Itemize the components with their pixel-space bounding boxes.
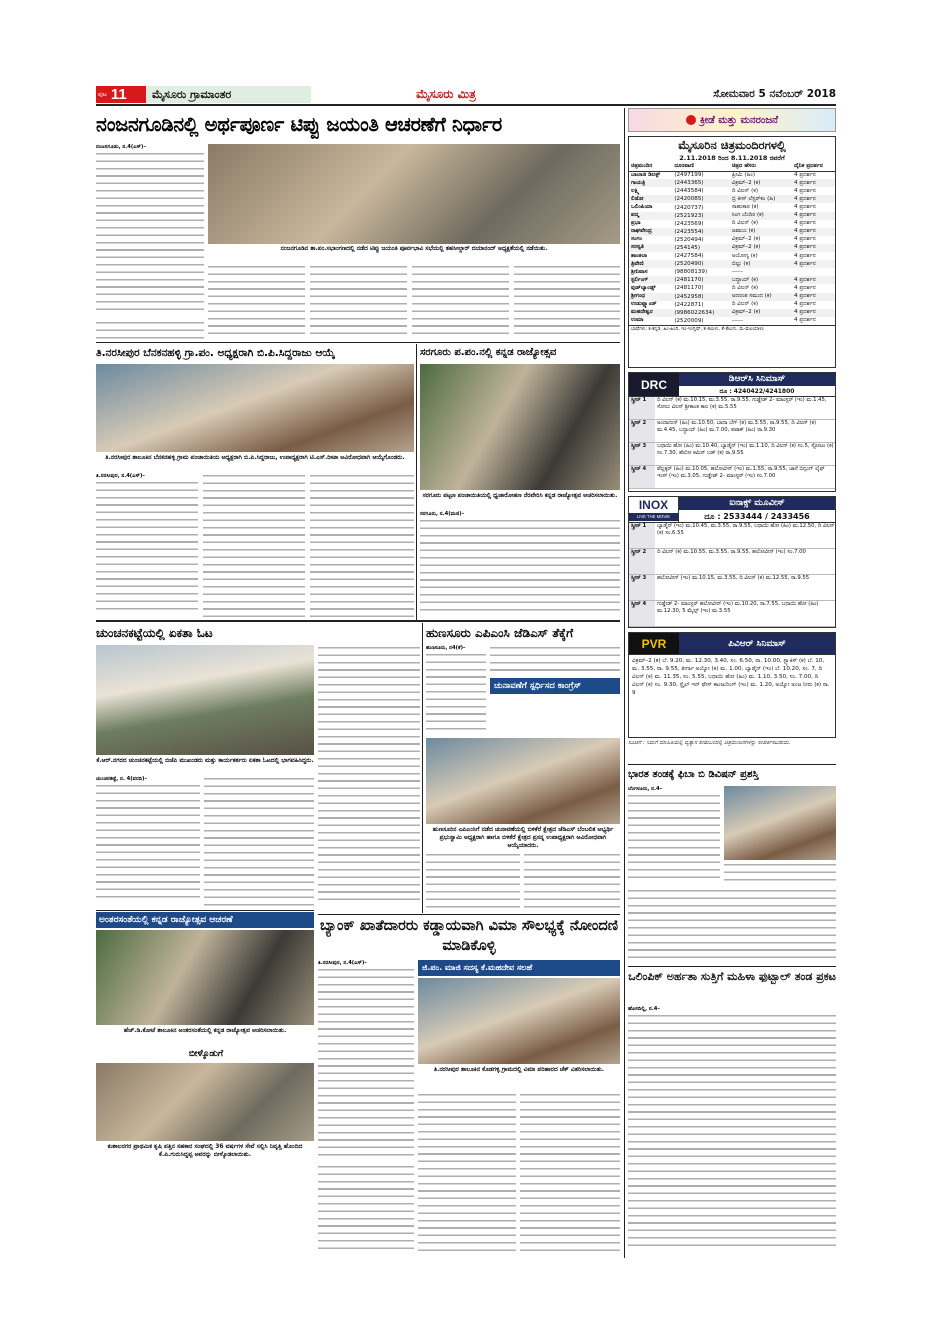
football-headline: ಒಲಿಂಪಿಕ್ ಅರ್ಹತಾ ಸುತ್ತಿಗೆ ಮಹಿಳಾ ಫುಟ್ಬಾಲ್ ತಂಡ ಪ್ರಕಟ: [628, 970, 836, 983]
theatre-film: ವಿಕ್ರಮ್–2 (ಕ): [731, 309, 761, 316]
screen-showtimes: ವೆಲ್ಲಕ್ಕರ್ (ಹಿಂ) ಮ.10.05, ಹಲೋವೀನ್ (ಇಂ) ಮ.1.55, ರಾ.9.55, ಜಾನೆ ಬಿನ್ಸಂಗ್ ಲೈಫ್ ಇಂಸ್ (ಇಂ) ಮ.3.05, ಗುಡ್ಡೇಡ್ 2- ಮಾಂಸ್ಟರ್ (ಇಂ) ಸಂ.7.00: [657, 466, 825, 479]
inox-name: ಐನಾಕ್ಸ್ ಮೂವೀಸ್: [679, 497, 835, 510]
theatre-shows: 4 ಪ್ರದರ್ಶನ: [793, 236, 816, 243]
inox-logo-sub: LIVE THE MOVIE: [629, 513, 678, 521]
theatre-film: ದಿ ವಿಲನ್ (ಕ): [731, 301, 759, 308]
inox-logo-main: INOX: [638, 498, 669, 512]
screen-row: [629, 420, 835, 443]
screen-label: ಸ್ಕ್ರೀನ್ 1: [629, 523, 655, 548]
theatre-film: ದಿ ವಿಲನ್ (ಕ): [731, 220, 759, 227]
theatre-film: ಬದ್ಧಾಯ್ (ಕ): [731, 276, 759, 283]
chunchanakatte-caption: ಕೆ.ಆರ್.ನಗರದ ಚುಂಚನಕಟ್ಟೆಯಲ್ಲಿ ಬಿಜೆಪಿ ಮುಖಂಡರು ಮತ್ತು ಕಾರ್ಯಕರ್ತರು ಏಕತಾ ಓಟದಲ್ಲಿ ಭಾಗವಹಿಸಿದ್ದರು.: [96, 757, 314, 764]
theatre-film: ಬಿಲ್ಲು (ಕ): [731, 260, 751, 267]
screen-row: [629, 443, 835, 466]
theatre-name: ಉಮಾ: [631, 317, 644, 324]
theatre-phone: (2423554): [674, 228, 704, 235]
theatre-row: [629, 317, 835, 325]
theatre-name: ವುಡ್‌ಲ್ಯಾಂಡ್ಸ್: [631, 284, 656, 291]
fiba-body-full: [628, 888, 836, 964]
theatres-dates: 2.11.2018 ರಿಂದ 8.11.2018 ರವರೆಗೆ: [679, 154, 785, 162]
theatre-name: ಸಂಗಂ: [631, 236, 642, 243]
theatres-box: [628, 136, 836, 368]
theatre-name: ಶ್ರೀನಿವಾಸ: [631, 268, 648, 275]
theatre-row: [629, 212, 835, 220]
theatre-film: ––––: [731, 269, 743, 276]
lead-body-col6: [96, 320, 204, 340]
theatre-name: ಪದ್ಮ: [631, 212, 639, 219]
col-theatre: ಚಿತ್ರಮಂದಿರ: [631, 163, 653, 170]
entertainment-banner: [628, 108, 836, 132]
antharasanthe-headline: ಅಂತರಸಂತೆಯಲ್ಲಿ ಕನ್ನಡ ರಾಜ್ಯೋತ್ಸವ ಆಚರಣೆ: [96, 912, 314, 928]
bank-caption: ತಿ.ನರಸೀಪುರ ತಾಲೂಕಿನ ಕೊಡಗಳ್ಳಿ ಗ್ರಾಮದಲ್ಲಿ ವಿಮಾ ಪರಿಹಾರದ ಚೆಕ್ ವಿತರಿಸಲಾಯಿತು.: [433, 1066, 605, 1073]
pvr-logo: PVR: [629, 633, 679, 654]
masthead: [86, 84, 846, 104]
saraguru-body: [420, 511, 620, 618]
lead-photo: [208, 144, 620, 244]
theatre-shows: 4 ಪ್ರದರ್ಶನ: [793, 293, 816, 300]
theatre-row: [629, 220, 835, 228]
theatre-shows: 4 ಪ್ರದರ್ಶನ: [793, 195, 816, 202]
inox-logo: [629, 497, 679, 522]
theatre-phone: (98808139): [674, 269, 708, 276]
theatre-film: ಅದರಂತ ಸಮುದ (ಕ): [731, 293, 772, 300]
theatre-phone: (2443365): [674, 180, 704, 187]
screen-label: ಸ್ಕ್ರೀನ್ 1: [629, 397, 655, 419]
theatre-name: ಮಹದೇಶ್ವರ: [631, 309, 653, 316]
theatre-film: ಬ್ರಿ ಕೀಸ್ ಲೆಸ್ಟರ್‌ಕಂ (ಹಿ): [731, 195, 776, 202]
football-body: [628, 1006, 836, 1252]
theatre-film: ದಿ ವಿಲನ್ (ಕ): [731, 284, 759, 291]
hunsur-photo: [426, 738, 620, 824]
theatre-table-header: [629, 163, 835, 171]
sports-ball-icon: [686, 115, 696, 125]
theatre-row: [629, 301, 835, 309]
narasipura-photo: [96, 364, 414, 452]
theatre-name: ಉಡುಪ್ಲ್ಯಾಂಡ್: [631, 301, 657, 308]
theatre-name: ತ್ರಿವೇಣಿ: [631, 260, 644, 267]
screen-row: [629, 523, 835, 549]
farewell-photo: [96, 1063, 314, 1141]
screen-row: [629, 601, 835, 627]
theatre-schedule-table: [629, 163, 835, 325]
hunsur-body-col4: [524, 852, 620, 912]
theatre-shows: 4 ಪ್ರದರ್ಶನ: [793, 179, 816, 186]
screen-row: [629, 549, 835, 575]
theatre-row: [629, 268, 835, 276]
theatre-row: [629, 260, 835, 268]
theatre-phone: (2481170): [674, 277, 704, 284]
theatre-shows: 4 ಪ್ರದರ್ಶನ: [793, 204, 816, 211]
drc-box: [628, 372, 836, 492]
theatre-shows: 4 ಪ್ರದರ್ಶನ: [793, 171, 816, 178]
screen-label: ಸ್ಕ್ರೀನ್ 2: [629, 549, 655, 574]
theatre-film: ಸಾಹುಕಾರ (ಕ): [731, 204, 759, 211]
theatre-row: [629, 252, 835, 260]
theatre-name: ಸರಸ್ವತಿ: [631, 244, 644, 251]
newspaper-page: [86, 84, 846, 1324]
theatre-film: ವಿಕ್ರಮ್–2 (ಕ): [731, 244, 761, 251]
page-label: ಪುಟ: [98, 90, 107, 98]
saraguru-dateline: ಸರಗೂರು, ನ.4(ಮಣಿ)–: [420, 511, 465, 517]
screen-showtimes: ಬಧಾಯಿ ಹೋ (ಹಿಂ) ಮ.10.40, ಬ್ಯಾಡ್ಮೆನ್ (ಇಂ) ಮ.1.10, ದಿ ವಿಲನ್ (ಕ) ಸಂ.5, ಸ್ಟೋಟಂ (ಕ) ಸಂ.7.30, ಹೆಲೋ ಕಮಿನ್ ಬಡ್ (ಕ) ರಾ.9.55: [657, 443, 834, 456]
page-number-badge: [96, 86, 146, 103]
fiba-headline: ಭಾರತ ತಂಡಕ್ಕೆ ಫಿಬಾ ಬಿ ಡಿವಿಷನ್ ಪ್ರಶಸ್ತಿ: [628, 769, 759, 780]
hunsur-caption: ಹುಣಸೂರಿನ ಎಪಿಎಂಸಿಗೆ ನಡೆದ ಚುನಾವಣೆಯಲ್ಲಿ ಬಿಳಿಕೆರೆ ಕ್ಷೇತ್ರದ ಜೆಡಿಎಸ್ ಬೆಂಬಲಿತ ಅಭ್ಯರ್ಥಿ ಪ್ರಭುಸ್ವಾಮಿ ಅಧ್ಯಕ್ಷರಾಗಿ ಹಾಗೂ ಬಿಳಿಕೆರೆ ಕ್ಷೇತ್ರದ ಪ್ರಸನ್ನ ಉಪಾಧ್ಯಕ್ಷರಾಗಿ ಅವಿರೋಧವಾಗಿ ಆಯ್ಕೆಯಾದರು.: [432, 826, 614, 849]
theatre-phone: (2497199): [674, 172, 704, 179]
hunsur-body-col2: [490, 645, 620, 675]
theatre-row: [629, 236, 835, 244]
theatre-film: ದಿ ವಿಲನ್ (ಕ): [731, 187, 759, 194]
fiba-body-col1: [628, 786, 720, 886]
bank-body-col4: [318, 1164, 414, 1252]
lead-body-col4: [412, 264, 509, 339]
drc-phone: ದೂ : 4240422/4241800: [719, 388, 795, 395]
bank-body-col1: [318, 960, 414, 1160]
theatre-row: [629, 309, 835, 317]
col-phone: ದೂರವಾಣಿ: [674, 163, 694, 170]
theatre-row: [629, 171, 835, 179]
banner-title: ಕ್ರೀಡೆ ಮತ್ತು ಮನರಂಜನೆ: [699, 114, 779, 126]
screen-row: [629, 397, 835, 420]
pvr-shows: ವಿಕ್ರಮ್–2 (ಕ) ಬೆ. 9.20, ಮ. 12.30, 3.40, ಸಂ. 6.50, ರಾ. 10.00, ಸ್ಟ್ಯಾಕಿಸ್ (ಕ) ಬೆ. 10, ಮ. 3.55, ರಾ. 9.55, ತೀರ್ಗಾ ಅಯ್ಯೋ (ಕ) ಮ. 1.00, ಬ್ಯಾಡ್ಮೆನ್ (ಇಂ) ಬೆ. 10.20, ಸಂ. 7, ದಿ ವಿಲನ್ (ಕ) ಮ. 11.35, ಸಂ. 5.55, ಬಧಾಯಿ ಹೋ (ಹಿಂ) ಮ. 1.10, 3.50, ಸಂ. 7.00, ದಿ ವಿಲನ್ (ಕ) ಸಂ. 9.30, ಸ್ಟೈಲ್ ಇನ್ ಫೇಸ್ ಕಾಂಜುರಿಂಗ್ (ಇಂ) ಮ. 1.20, ಅಯ್ಯೋ ಅಂಜ ನೀರು (ಕ) ರಾ. 9: [632, 658, 830, 696]
theatre-film: ಪ್ರೀಮಿ (ಹಿಂ): [731, 171, 756, 178]
lead-dateline: ನಂಜನಗೂಡು, ನ.4(ಎಸ್)–: [96, 144, 146, 150]
col-film: ಚಿತ್ರದ ಹೆಸರು: [731, 163, 757, 170]
theatre-phone: (2452958): [674, 293, 704, 300]
theatre-phone: (254145): [674, 244, 701, 251]
chunchanakatte-body-col3: [318, 645, 420, 906]
bank-body-col3: [520, 1092, 620, 1252]
theatre-film: ವಿಕ್ರಮ್–2 (ಕ): [731, 236, 761, 243]
screen-label: ಸ್ಕ್ರೀನ್ 3: [629, 575, 655, 600]
fiba-dateline: ಬೆಂಗಳೂರು, ನ.4–: [628, 786, 663, 792]
theatre-shows: 4 ಪ್ರದರ್ಶನ: [793, 284, 816, 291]
screen-label: ಸ್ಕ್ರೀನ್ 4: [629, 601, 655, 626]
theatre-row: [629, 195, 835, 203]
col-shows: ದೈನಿಕ ಪ್ರದರ್ಶನ: [793, 163, 823, 170]
football-dateline: ಹೊಸದಿಲ್ಲಿ, ನ.4–: [628, 1006, 660, 1012]
fiba-photo: [724, 786, 836, 860]
screen-row: [629, 575, 835, 601]
theatre-name: ಲಿಡೋ: [631, 195, 644, 202]
theatre-row: [629, 179, 835, 187]
theatre-shows: 4 ಪ್ರದರ್ಶನ: [793, 220, 816, 227]
lead-body-col1: [96, 144, 204, 319]
pvr-name: ಪಿವಿಆರ್ ಸಿನಿಮಾಸ್: [679, 633, 835, 654]
theatre-shows: 4 ಪ್ರದರ್ಶನ: [793, 276, 816, 283]
theatre-shows: 4 ಪ್ರದರ್ಶನ: [793, 244, 816, 251]
drc-screens: [629, 397, 835, 489]
farewell-caption: ಕುಶಾಲನಗರ ಪ್ರಾಥಮಿಕ ಕೃಷಿ ಪತ್ತಿನ ಸಹಕಾರ ಸಂಘದಲ್ಲಿ 36 ವರ್ಷಗಳ ಸೇವೆ ಸಲ್ಲಿಸಿ ನಿವೃತ್ತಿ ಹೊಂದಿದ ಕೆ.ಪಿ.ಗುರುಸಿದ್ದಪ್ಪ ಅವರನ್ನು ಬೀಳ್ಕೊಡಲಾಯಿತು.: [107, 1143, 303, 1158]
bank-dateline: ತಿ.ನರಸೀಪುರ, ನ.4(ಎಸ್)–: [318, 960, 367, 966]
antharasanthe-photo: [96, 930, 314, 1025]
bank-kicker: ಜಿ.ಪಂ. ಮಾಜಿ ಸದಸ್ಯ ಕೆ.ಮಹದೇವ ಸಲಹೆ: [418, 960, 620, 976]
theatre-phone: (2481170): [674, 285, 704, 292]
theatre-name: ಪ್ರಭಾ: [631, 220, 641, 227]
screen-row: [629, 466, 835, 489]
drc-logo: DRC: [629, 373, 679, 396]
theatre-legend: ಭಾಷೆಗಳು: ಕ-ಕನ್ನಡ, ಹಿಂ-ಹಿಂದಿ, ಇಂ-ಇಂಗ್ಲಿಷ್, ತ-ತಮಿಳು, ತೆ-ತೆಲುಗು, ಮ-ಮಲಯಾಳಂ: [629, 325, 835, 333]
chunchanakatte-body-col2: [204, 776, 314, 906]
pvr-box: [628, 632, 836, 738]
theatre-name: ಒಲಿಂಪಿಯಾ: [631, 204, 653, 211]
inox-phone: ದೂ : 2533444 / 2433456: [704, 512, 810, 521]
chunchanakatte-dateline: ಚುಂಚನಕಟ್ಟೆ, ನ. 4(ವರದಿ)–: [96, 776, 148, 782]
narasipura-body-col1: [96, 473, 198, 618]
chunchanakatte-body-col1: [96, 776, 200, 906]
theatre-shows: 4 ಪ್ರದರ್ಶನ: [793, 309, 816, 316]
theatre-name: ಬಾಲಾಜಿ ಡಿಲಕ್ಸ್: [631, 171, 661, 178]
theatre-phone: (2520490): [674, 261, 704, 268]
theatre-shows: 4 ಪ್ರದರ್ಶನ: [793, 317, 816, 324]
theatre-row: [629, 276, 835, 284]
saraguru-photo: [420, 364, 620, 490]
theatre-row: [629, 228, 835, 236]
theatres-title: ಮೈಸೂರಿನ ಚಿತ್ರಮಂದಿರಗಳಲ್ಲಿ: [678, 138, 786, 152]
lead-body-col2: [208, 264, 305, 339]
screen-showtimes: ಬ್ಯಾಡ್ಮೆನ್ (ಇಂ) ಮ.10.45, ಮ.3.55, ರಾ.9.55, ಬಧಾಯಿ ಹೋ (ಹಿಂ) ಮ.12.50, ದಿ ವಿಲನ್ (ಕ) ಸಂ.6.55: [657, 523, 835, 536]
theatre-shows: 4 ಪ್ರದರ್ಶನ: [793, 228, 816, 235]
theatre-name: ಶಾಂತಲಾ: [631, 252, 648, 259]
bank-body-col2: [418, 1092, 516, 1252]
hunsur-body-col3: [426, 852, 520, 912]
lead-body-col3: [310, 264, 407, 339]
theatre-name: ಶ್ರೀಗಂಧ: [631, 293, 646, 300]
narasipura-body-col2: [203, 473, 305, 618]
theatre-shows: 4 ಪ್ರದರ್ಶನ: [793, 301, 816, 308]
inox-box: [628, 496, 836, 628]
theatre-row: [629, 284, 835, 292]
theatre-film: ಅಯೋಗ್ಯ (ಕ): [731, 252, 758, 259]
theatre-row: [629, 244, 835, 252]
screen-showtimes: ದಿ ವಿಲನ್ (ಕ) ಮ.10.55, ಮ.3.55, ರಾ.9.55, ಹಲೋವೀನ್ (ಇಂ) ಸಂ.7.00: [657, 549, 806, 555]
section-name: ಮೈಸೂರು ಗ್ರಾಮಾಂತರ: [146, 86, 311, 103]
theatre-shows: 4 ಪ್ರದರ್ಶನ: [793, 187, 816, 194]
hunsur-kicker: ಚುನಾವಣೆಗೆ ಸ್ಪರ್ಧಿಸದ ಕಾಂಗ್ರೆಸ್: [490, 678, 620, 694]
antharasanthe-caption: ಹೆಚ್.ಡಿ.ಕೋಟೆ ತಾಲೂಕಿನ ಅಂತರಸಂತೆಯಲ್ಲಿ ಕನ್ನಡ ರಾಜ್ಯೋತ್ಸವ ಆಚರಿಸಲಾಯಿತು.: [123, 1027, 287, 1034]
hunsur-body-col1: [426, 645, 486, 735]
theatre-film: ಜವಾಬು (ಕ): [731, 228, 756, 235]
screen-showtimes: ಗುಡ್ಡೇಡ್ 2- ಮಾಂಸ್ಟರ್ ಹಲೋವೀನ್ (ಇಂ) ಮ.10.20, ರಾ.7.55, ಬಧಾಯಿ ಹೋ (ಹಿಂ) ಮ.12.30, 5 ಮೈಲ್ಸ್ (ಇಂ) ಮ.3.55: [657, 601, 819, 614]
theatre-name: ಗಾಯತ್ರಿ: [631, 179, 646, 186]
narasipura-caption: ತಿ.ನರಸೀಪುರ ತಾಲೂಕಿನ ಬೆನಕನಹಳ್ಳಿ ಗ್ರಾಮ ಪಂಚಾಯಿತಿಯ ಅಧ್ಯಕ್ಷರಾಗಿ ಬಿ.ಪಿ.ಸಿದ್ದರಾಜು, ಉಪಾಧ್ಯಕ್ಷರಾಗಿ ಟಿ.ಎಸ್.ರೀಟಾ ಅವಿರೋಧವಾಗಿ ಆಯ್ಕೆಗೊಂಡರು.: [105, 454, 405, 461]
fiba-body-col2: [724, 862, 836, 886]
theatre-phone: (9986022634): [674, 309, 715, 316]
theatre-name: ಸ್ಟರ್ಲಿಂಗ್: [631, 276, 649, 283]
theatre-phone: (2520009): [674, 317, 704, 324]
lead-body-col5: [514, 264, 620, 339]
theatre-phone: (2427584): [674, 253, 704, 260]
hunsur-dateline: ಹುಣಸೂರು, ನ4(ಕೆ)–: [426, 645, 466, 651]
theatre-phone: (2420085): [674, 196, 704, 203]
theatre-phone: (2521923): [674, 212, 704, 219]
screen-label: ಸ್ಕ್ರೀನ್ 2: [629, 420, 655, 442]
drc-name: ಡಿಆರ್‌ಸಿ ಸಿನಿಮಾಸ್: [679, 373, 835, 386]
chunchanakatte-photo: [96, 645, 314, 755]
screen-label: ಸ್ಕ್ರೀನ್ 3: [629, 443, 655, 465]
narasipura-headline: ತಿ.ನರಸೀಪುರ ಬೆನಕನಹಳ್ಳಿ ಗ್ರಾ.ಪಂ. ಅಧ್ಯಕ್ಷರಾಗಿ ಬಿ.ಪಿ.ಸಿದ್ದರಾಜು ಆಯ್ಕೆ: [96, 347, 335, 359]
theatre-shows: 4 ಪ್ರದರ್ಶನ: [793, 212, 816, 219]
bank-headline: ಬ್ಯಾಂಕ್ ಖಾತೆದಾರರು ಕಡ್ಡಾಯವಾಗಿ ವಿಮಾ ಸೌಲಭ್ಯಕ್ಕೆ ನೋಂದಣಿ ಮಾಡಿಕೊಳ್ಳಿ: [320, 918, 618, 954]
issue-date: ಸೋಮವಾರ 5 ನವೆಂಬರ್ 2018: [713, 88, 836, 100]
theatre-film: ಸಿಂಗ ಬೆಂದಿರ (ಕ): [731, 212, 764, 219]
theatre-shows: 4 ಪ್ರದರ್ಶನ: [793, 252, 816, 259]
narasipura-dateline: ತಿ.ನರಸೀಪುರ, ನ.4(ಎಸ್)–: [96, 473, 145, 479]
theatre-phone: (2520494): [674, 236, 704, 243]
farewell-headline: ಬೀಳ್ಕೊಡುಗೆ: [188, 1049, 224, 1059]
screen-showtimes: ಹಲೋವೀನ್ (ಇಂ) ಮ.10.15, ಮ.3.55, ದಿ ವಿಲನ್ (ಕ) ಮ.12.55, ರಾ.9.55: [657, 575, 810, 581]
narasipura-body-col3: [310, 473, 414, 618]
theatre-name: ಲಕ್ಷ್ಮಿ: [631, 187, 640, 194]
lead-headline: ನಂಜನಗೂಡಿನಲ್ಲಿ ಅರ್ಥಪೂರ್ಣ ಟಿಪ್ಪು ಜಯಂತಿ ಆಚರಣೆಗೆ ನಿರ್ಧಾರ: [96, 113, 502, 136]
theatre-phone: (2422871): [674, 301, 704, 308]
hunsur-headline: ಹುಣಸೂರು ಎಪಿಎಂಸಿ ಜೆಡಿಎಸ್ ತೆಕ್ಕೆಗೆ: [426, 626, 574, 640]
theatre-phone: (2420737): [674, 204, 704, 211]
theatre-film: ವಿಕ್ರಮ್–2 (ಕ): [731, 179, 761, 186]
theatre-phone: (2443584): [674, 188, 704, 195]
theatre-name: ರಾಘವೇಂದ್ರ: [631, 228, 652, 235]
lead-photo-caption: ನಂಜನಗೂಡಿನ ತಾ.ಪಂ.ಸಭಾಂಗಣದಲ್ಲಿ ನಡೆದ ಟಿಪ್ಪು ಜಯಂತಿ ಪೂರ್ವಭಾವಿ ಸಭೆಯಲ್ಲಿ ತಹಸೀಲ್ದಾರ್ ದಯಾನಂದ್ ಅಧ್ಯಕ್ಷತೆಯಲ್ಲಿ ನಡೆಯಿತು.: [280, 245, 548, 252]
saraguru-headline: ಸರಗೂರು ಪ.ಪಂ.ನಲ್ಲಿ ಕನ್ನಡ ರಾಜ್ಯೋತ್ಸವ: [420, 347, 557, 358]
screen-showtimes: ಅಂದಾದುನ್ (ಹಿಂ) ಮ.10.50, ಬಾದಾ ಬೆಗ್ (ತ) ಮ.3.55, ರಾ.9.55, ದಿ ವಿಲನ್ (ಕ) ಮ.4.45, ಬದ್ಧಾಯ್ (ಹಿಂ) ಮ.7.00, ಪಟಾಕ್ (ಹಿಂ) ರಾ.9.30: [657, 420, 817, 433]
theatre-phone: (2423569): [674, 220, 704, 227]
theatre-shows: 4 ಪ್ರದರ್ಶನ: [793, 260, 816, 267]
theatre-row: [629, 203, 835, 211]
theatre-row: [629, 293, 835, 301]
theatre-film: ––––: [731, 317, 743, 324]
page-number: 11: [110, 86, 127, 103]
screen-label: ಸ್ಕ್ರೀನ್ 4: [629, 466, 655, 488]
theatre-shows: [792, 268, 835, 276]
saraguru-caption: ಸರಗೂರು ಪಟ್ಟಣ ಪಂಚಾಯಿತಿಯಲ್ಲಿ ಧ್ವಜಾರೋಹಣ ನೆರವೇರಿಸಿ ಕನ್ನಡ ರಾಜ್ಯೋತ್ಸವ ಆಚರಿಸಲಾಯಿತು.: [422, 492, 618, 499]
bank-photo: [418, 978, 620, 1064]
theatre-row: [629, 187, 835, 195]
paper-name: ಮೈಸೂರು ಮಿತ್ರ: [416, 87, 476, 101]
cinema-note: ಸೂಚನೆ : ನಿಮಗೆ ಮಾಹಿತಿಯಲ್ಲಿ ವ್ಯತ್ಯಾಸ ಕಂಡುಬಂದಲ್ಲಿ ಚಿತ್ರಮಂದಿರಗಳನ್ನು ಸಂಪರ್ಕಿಸಬಹುದು.: [628, 740, 791, 746]
inox-screens: [629, 523, 835, 627]
chunchanakatte-headline: ಚುಂಚನಕಟ್ಟೆಯಲ್ಲಿ ಏಕತಾ ಓಟ: [96, 626, 213, 640]
screen-showtimes: ದಿ ವಿಲನ್ (ಕ) ಮ.10.15, ಮ.3.55, ರಾ.9.55, ಗುಡ್ಡೇಡ್ 2- ಮಾಂಸ್ಟರ್ (ಇಂ) ಮ.1.45, ಸೋಲು ವಿಲನ್ ಶ್ರೀಕಾಂತ ಕಾಲ (ಕ) ಮ.5.55: [657, 397, 827, 410]
